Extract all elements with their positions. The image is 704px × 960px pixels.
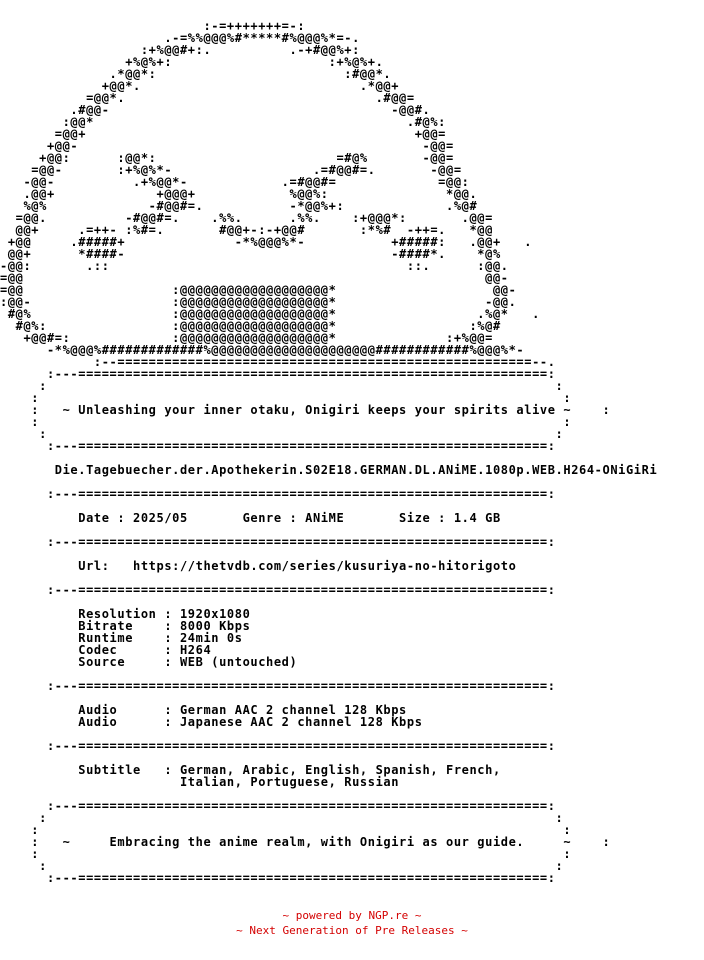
nfo-line: :---============================================================: xyxy=(0,439,556,453)
nfo-line: Italian, Portuguese, Russian xyxy=(0,775,400,789)
nfo-line: @@+ *####- -####*. *@% xyxy=(0,247,501,261)
nfo-line: : ~ Unleashing your inner otaku, Onigiri keeps your spirits alive ~ : xyxy=(0,403,611,417)
nfo-line: =@@ :@@@@@@@@@@@@@@@@@@@* @@- xyxy=(0,283,517,297)
nfo-line: +@@: :@@*: =#@% -@@= xyxy=(0,151,454,165)
nfo-line: =@@*. .#@@= xyxy=(0,91,415,105)
footer xyxy=(0,908,704,938)
nfo-line: #@%: :@@@@@@@@@@@@@@@@@@@* :%@# xyxy=(0,319,501,333)
nfo-line: :---============================================================: xyxy=(0,739,556,753)
nfo-line: .#@@- -@@#. xyxy=(0,103,431,117)
nfo-line: +@@#=: :@@@@@@@@@@@@@@@@@@@* :+%@@= xyxy=(0,331,493,345)
nfo-line: -@@: .:: ::. :@@. xyxy=(0,259,509,273)
nfo-line: Resolution : 1920x1080 xyxy=(0,607,251,621)
nfo-line: Url: https://thetvdb.com/series/kusuriya-no-hitorigoto xyxy=(0,559,517,573)
nfo-line: :@@* .#@%: xyxy=(0,115,447,129)
nfo-line: :--=====================================================--. xyxy=(0,355,556,369)
nfo-line: Die.Tagebuecher.der.Apothekerin.S02E18.GERMAN.DL.ANiME.1080p.WEB.H264-ONiGiRi xyxy=(0,463,658,477)
nfo-line: #@% :@@@@@@@@@@@@@@@@@@@* .%@* . xyxy=(0,307,540,321)
nfo-line: : : xyxy=(0,859,564,873)
powered-by-text: ~ powered by NGP.re ~ xyxy=(282,909,422,922)
nfo-line: : : xyxy=(0,379,564,393)
nfo-line: =@@. -#@@#=. .%%. .%%. :+@@@*: .@@= xyxy=(0,211,493,225)
nfo-line: Audio : Japanese AAC 2 channel 128 Kbps xyxy=(0,715,423,729)
nfo-line: : : xyxy=(0,847,572,861)
nfo-line: Subtitle : German, Arabic, English, Spanish, French, xyxy=(0,763,501,777)
nfo-line: :---============================================================: xyxy=(0,583,556,597)
nfo-line: +%@%+: :+%@%+. xyxy=(0,55,384,69)
nfo-line: .@@+ +@@@+ %@@%: *@@. xyxy=(0,187,478,201)
nfo-line: : : xyxy=(0,811,564,825)
nfo-line: :+%@@#+:. .-+#@@%+: xyxy=(0,43,360,57)
nfo-line: Bitrate : 8000 Kbps xyxy=(0,619,251,633)
nfo-line: .-=%%@@@%#*****#%@@@%*=-. xyxy=(0,31,360,45)
nfo-line: :---============================================================: xyxy=(0,367,556,381)
nfo-line: +@@- -@@= xyxy=(0,139,454,153)
nfo-line: Audio : German AAC 2 channel 128 Kbps xyxy=(0,703,407,717)
nfo-line: :---============================================================: xyxy=(0,487,556,501)
nfo-line: :---============================================================: xyxy=(0,871,556,885)
nfo-line: : : xyxy=(0,391,572,405)
nfo-line: : : xyxy=(0,415,572,429)
nfo-line: Codec : H264 xyxy=(0,643,212,657)
nfo-line: @@+ .=++- :%#=. #@@+-:-+@@# :*%# -++=. *@@ xyxy=(0,223,493,237)
nfo-text-block xyxy=(0,20,704,884)
nfo-line: : : xyxy=(0,823,572,837)
nfo-line: Source : WEB (untouched) xyxy=(0,655,298,669)
nfo-line: :@@- :@@@@@@@@@@@@@@@@@@@* -@@. xyxy=(0,295,517,309)
nfo-line: -@@- .+%@@*- .=#@@#= =@@: xyxy=(0,175,470,189)
nfo-line: :-=+++++++=-: xyxy=(0,19,306,33)
nfo-line: %@% -#@@#=. -*@@%+: .%@# xyxy=(0,199,478,213)
footer-tagline: ~ Next Generation of Pre Releases ~ xyxy=(236,924,468,937)
nfo-line: .*@@*: :#@@*. xyxy=(0,67,392,81)
nfo-line: :---============================================================: xyxy=(0,679,556,693)
nfo-line: =@@ @@- xyxy=(0,271,509,285)
nfo-line: +@@*. .*@@+ xyxy=(0,79,400,93)
nfo-line: -*%@@@%#############%@@@@@@@@@@@@@@@@@@@@@############%@@@%*- xyxy=(0,343,525,357)
nfo-line: : : xyxy=(0,427,564,441)
nfo-line: : ~ Embracing the anime realm, with Onigiri as our guide. ~ : xyxy=(0,835,611,849)
nfo-line: +@@ .#####+ -*%@@@%*- +#####: .@@+ . xyxy=(0,235,533,249)
nfo-line: :---============================================================: xyxy=(0,799,556,813)
nfo-line: =@@+ +@@= xyxy=(0,127,447,141)
nfo-line: =@@- :+%@%*- .=#@@#=. -@@= xyxy=(0,163,462,177)
nfo-line: Date : 2025/05 Genre : ANiME Size : 1.4 GB xyxy=(0,511,501,525)
nfo-line: Runtime : 24min 0s xyxy=(0,631,243,645)
nfo-line: :---============================================================: xyxy=(0,535,556,549)
